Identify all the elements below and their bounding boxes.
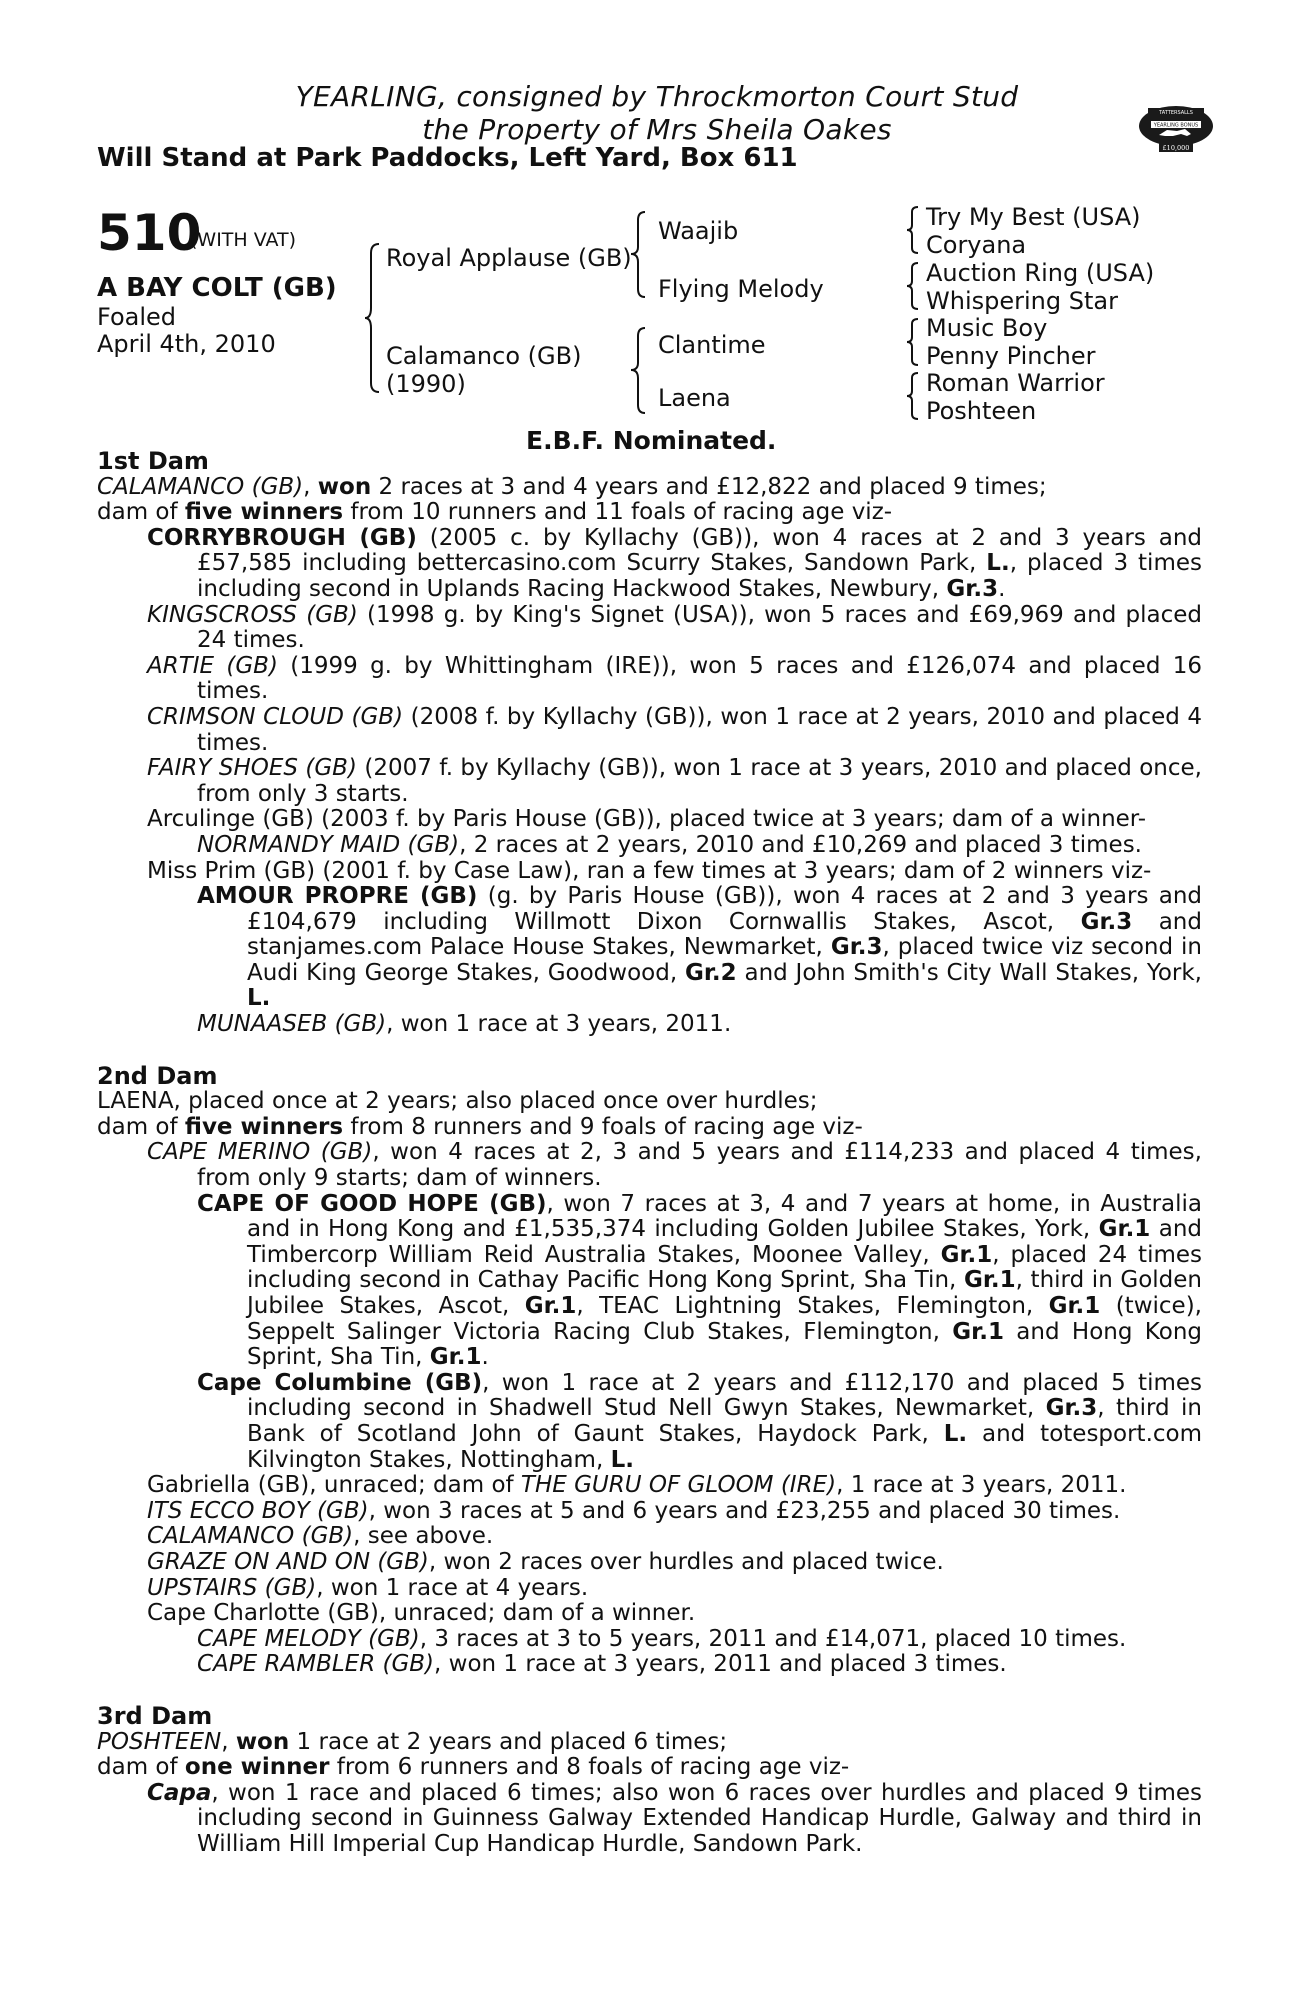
text: and stanjames.com Palace House Stakes, Newmarket,: [247, 908, 1202, 961]
dam-name: POSHTEEN: [97, 1728, 222, 1755]
produce-entry-cape-of-good-hope: [197, 1192, 1202, 1371]
grade-label: Gr.1: [1048, 1293, 1101, 1319]
lot-number: 510: [97, 204, 202, 262]
horse-name: KINGSCROSS (GB): [147, 601, 358, 628]
text: from 10 runners and 11 foals of racing age viz-: [343, 499, 893, 526]
produce-entry-kingscross: [147, 603, 1202, 654]
pedigree-g3-5: Music Boy: [926, 314, 1048, 342]
produce-entry-cape-columbine: [197, 1371, 1202, 1473]
text: dam of: [97, 1113, 185, 1140]
section-gap: [97, 1678, 1202, 1704]
pedigree-sire-dam: Flying Melody: [658, 275, 824, 303]
dam-name: CALAMANCO (GB): [97, 473, 304, 500]
first-dam-produce-summary: [97, 500, 1202, 526]
grade-label: Gr.1: [963, 1267, 1016, 1294]
text: , won 1 race at 2 years and £112,170 and placed 5 times including second in Shadwell Stud Nell Gwyn Stakes, Newmarket,: [247, 1369, 1202, 1422]
lot-vat-note: (WITH VAT): [190, 229, 297, 251]
third-dam-line: [97, 1730, 1202, 1756]
horse-name: CAPE RAMBLER (GB): [197, 1651, 435, 1678]
produce-entry-normandy-maid: [197, 833, 1202, 859]
pedigree-dam-dam: Laena: [658, 384, 731, 412]
ebf-nominated: E.B.F. Nominated.: [526, 426, 777, 455]
produce-entry-corrybrough: [147, 526, 1202, 603]
text: .: [998, 575, 1006, 602]
produce-entry-calamanco: [147, 1524, 1202, 1550]
won-label: won: [235, 1728, 290, 1755]
horse-name: CRIMSON CLOUD (GB): [147, 703, 404, 730]
text: (1999 g. by Whittingham (IRE)), won 5 races and £126,074 and placed 16 times.: [197, 652, 1202, 705]
grade-listed: L.: [943, 1420, 968, 1447]
grade-label: Gr.2: [684, 959, 737, 986]
badge-mid-text: YEARLING BONUS: [1153, 122, 1199, 129]
horse-name: CAPE MELODY (GB): [197, 1625, 420, 1652]
text: , 3 races at 3 to 5 years, 2011 and £14,071, placed 10 times.: [419, 1625, 1127, 1652]
horse-name: THE GURU OF GLOOM (IRE): [520, 1472, 837, 1499]
text: from 8 runners and 9 foals of racing age viz-: [343, 1113, 863, 1140]
grade-label: Gr.3: [1080, 908, 1133, 935]
text: , won 1 race at 3 years, 2011 and placed 3 times.: [434, 1651, 1007, 1678]
pedigree-brace-g3-1: [906, 206, 920, 254]
pedigree-brace-g3-3: [906, 318, 920, 366]
pedigree-dam-sire: Clantime: [658, 331, 766, 359]
grade-label: Gr.1: [940, 1241, 993, 1268]
grade-label: Gr.3: [830, 934, 883, 961]
produce-entry-cape-charlotte: Cape Charlotte (GB), unraced; dam of a winner.: [147, 1600, 696, 1627]
grade-label: Gr.3: [1045, 1395, 1098, 1422]
text: dam of: [97, 499, 185, 526]
produce-record: [97, 449, 1202, 1857]
horse-name: CORRYBROUGH (GB): [147, 524, 417, 551]
text: (twice), Seppelt Salinger Victoria Racing Club Stakes, Flemington,: [247, 1293, 1202, 1345]
text: , placed 24 times including second in Cathay Pacific Hong Kong Sprint, Sha Tin,: [247, 1241, 1203, 1294]
grade-label: Gr.1: [952, 1318, 1004, 1345]
text: , third in Bank of Scotland John of Gaunt Stakes, Haydock Park,: [247, 1395, 1202, 1447]
yearling-bonus-badge: [1137, 97, 1215, 155]
first-dam-heading: 1st Dam: [97, 447, 209, 475]
lot-description: A BAY COLT (GB): [97, 273, 337, 303]
text: , placed 3 times including second in Uplands Racing Hackwood Stakes, Newbury,: [197, 550, 1202, 602]
pedigree-dam: Calamanco (GB): [386, 342, 582, 370]
pedigree-sire-sire: Waajib: [658, 217, 739, 245]
pedigree-dam-year: (1990): [386, 370, 466, 398]
winners-count: five winners: [184, 499, 344, 526]
winners-count: five winners: [184, 1113, 344, 1140]
separator: ,: [303, 473, 318, 500]
horse-name: NORMANDY MAID (GB): [197, 831, 460, 858]
badge-top-text: TATTERSALLS: [1159, 110, 1193, 116]
pedigree-brace-main: [364, 243, 382, 393]
pedigree-brace-sire: [630, 211, 648, 298]
text: (2005 c. by Kyllachy (GB)), won 4 races at 2 and 3 years and £57,585 including bettercasino.com Scurry Stakes, Sandown Park,: [197, 524, 1202, 577]
text: , won 1 race at 3 years, 2011.: [386, 1011, 732, 1038]
pedigree-g3-7: Roman Warrior: [926, 369, 1105, 397]
grade-listed: L.: [986, 550, 1010, 577]
produce-entry-cape-melody: [197, 1627, 1202, 1653]
horse-name: ITS ECCO BOY (GB): [147, 1497, 369, 1524]
produce-entry-fairy-shoes: [147, 756, 1202, 807]
horse-name: CAPE MERINO (GB): [147, 1139, 373, 1166]
horse-name: CAPE OF GOOD HOPE (GB): [197, 1190, 547, 1217]
text: , won 2 races over hurdles and placed twice.: [428, 1548, 944, 1575]
foaled-date: April 4th, 2010: [97, 330, 276, 358]
pedigree-g3-2: Coryana: [926, 231, 1027, 259]
winners-count: one winner: [184, 1754, 330, 1781]
text: , third in Golden Jubilee Stakes, Ascot,: [247, 1267, 1202, 1319]
grade-label: Gr.1: [429, 1344, 482, 1371]
text: , won 3 races at 5 and 6 years and £23,255 and placed 30 times.: [368, 1497, 1121, 1524]
stand-location: Will Stand at Park Paddocks, Left Yard, Box 611: [97, 143, 798, 173]
horse-name: Cape Columbine (GB): [197, 1369, 483, 1396]
text: and Hong Kong Sprint, Sha Tin,: [247, 1318, 1202, 1371]
text: from 6 runners and 8 foals of racing age viz-: [329, 1754, 850, 1781]
produce-entry-miss-prim: Miss Prim (GB) (2001 f. by Case Law), ran a few times at 3 years; dam of 2 winners viz-: [147, 857, 1152, 884]
produce-entry-graze-on-and-on: [147, 1550, 1202, 1576]
grade-label: Gr.3: [946, 575, 999, 602]
produce-entry-artie: [147, 654, 1202, 705]
horse-name: MUNAASEB (GB): [197, 1011, 387, 1038]
produce-entry-its-ecco-boy: [147, 1499, 1202, 1525]
produce-entry-cape-merino: [147, 1140, 1202, 1191]
text: , won 4 races at 2, 3 and 5 years and £114,233 and placed 4 times, from only 9 starts; dam of winners.: [197, 1139, 1202, 1192]
text: , 2 races at 2 years, 2010 and £10,269 and placed 3 times.: [459, 831, 1142, 858]
text: , 1 race at 3 years, 2011.: [836, 1472, 1127, 1499]
badge-amount-text: £10,000: [1162, 144, 1190, 152]
produce-entry-capa: [147, 1781, 1202, 1858]
second-dam-line: LAENA, placed once at 2 years; also placed once over hurdles;: [97, 1088, 818, 1115]
produce-entry-cape-rambler: [197, 1652, 1202, 1678]
text: , placed twice viz second in Audi King George Stakes, Goodwood,: [247, 934, 1202, 986]
consignor-title: YEARLING, consigned by Throckmorton Court Stud: [295, 80, 1019, 113]
text: (2007 f. by Kyllachy (GB)), won 1 race at 3 years, 2010 and placed once, from only 3 starts.: [197, 755, 1202, 807]
text: (1998 g. by King's Signet (USA)), won 5 races and £69,969 and placed 24 times.: [197, 601, 1202, 654]
horse-name: UPSTAIRS (GB): [147, 1574, 317, 1601]
text: and Timbercorp William Reid Australia Stakes, Moonee Valley,: [247, 1216, 1202, 1268]
pedigree-brace-dam: [630, 327, 648, 414]
second-dam-produce-summary: [97, 1115, 1202, 1141]
text: , won 7 races at 3, 4 and 7 years at home, in Australia and in Hong Kong and £1,535,374 including Golden Jubilee Stakes, York,: [247, 1190, 1202, 1243]
won-label: won: [317, 473, 372, 500]
horse-name: Capa: [147, 1779, 212, 1806]
property-title: the Property of Mrs Sheila Oakes: [422, 113, 892, 146]
section-gap: [97, 1038, 1202, 1064]
third-dam-produce-summary: [97, 1755, 1202, 1781]
pedigree-brace-g3-4: [906, 372, 920, 420]
text: , see above.: [353, 1523, 494, 1550]
pedigree-g3-6: Penny Pincher: [926, 342, 1096, 370]
foaled-label: Foaled: [97, 303, 177, 331]
pedigree-g3-3: Auction Ring (USA): [926, 259, 1155, 287]
produce-entry-munaaseb: [197, 1012, 1202, 1038]
produce-entry-gabriella: [147, 1473, 1202, 1499]
grade-label: Gr.1: [524, 1293, 577, 1319]
produce-entry-arculinge: Arculinge (GB) (2003 f. by Paris House (GB)), placed twice at 3 years; dam of a winner-: [147, 806, 1147, 833]
text: dam of: [97, 1754, 185, 1781]
text: and totesport.com Kilvington Stakes, Nottingham,: [247, 1420, 1202, 1473]
third-dam-heading: 3rd Dam: [97, 1701, 213, 1730]
pedigree-g3-4: Whispering Star: [926, 287, 1118, 315]
produce-entry-amour-propre: [197, 884, 1202, 1012]
horse-name: CALAMANCO (GB): [147, 1523, 354, 1550]
horse-name: AMOUR PROPRE (GB): [197, 883, 478, 910]
text: , TEAC Lightning Stakes, Flemington,: [576, 1293, 1049, 1319]
produce-entry-crimson-cloud: [147, 705, 1202, 756]
text: , won 1 race at 4 years.: [316, 1574, 589, 1601]
grade-listed: L.: [247, 985, 271, 1012]
horse-name: FAIRY SHOES (GB): [147, 755, 357, 782]
text: (2008 f. by Kyllachy (GB)), won 1 race at 2 years, 2010 and placed 4 times.: [197, 703, 1203, 756]
text: .: [481, 1344, 489, 1371]
horse-name: ARTIE (GB): [147, 652, 278, 679]
grade-label: Gr.1: [1098, 1216, 1151, 1243]
text: , won 1 race and placed 6 times; also won 6 races over hurdles and placed 9 times including second in Guinness Galway Extended Handicap Hurdle, Galway and third in William Hill Imperial Cup Handicap Hurdle, Sandown Park.: [197, 1779, 1202, 1857]
first-dam-line: [97, 475, 1202, 501]
pedigree-g3-1: Try My Best (USA): [926, 203, 1141, 231]
text: and John Smith's City Wall Stakes, York,: [736, 959, 1202, 986]
grade-listed: L.: [610, 1446, 634, 1473]
pedigree-g3-8: Poshteen: [926, 397, 1037, 425]
pedigree-brace-g3-2: [906, 262, 920, 310]
produce-entry-upstairs: [147, 1576, 1202, 1602]
separator: ,: [221, 1728, 236, 1755]
text: 2 races at 3 and 4 years and £12,822 and placed 9 times;: [371, 473, 1047, 500]
second-dam-heading: 2nd Dam: [97, 1061, 218, 1090]
pedigree-sire: Royal Applause (GB): [386, 244, 632, 272]
text: 1 race at 2 years and placed 6 times;: [289, 1728, 728, 1755]
text: (g. by Paris House (GB)), won 4 races at 2 and 3 years and £104,679 including Willmott Dixon Cornwallis Stakes, Ascot,: [247, 883, 1202, 935]
horse-name: GRAZE ON AND ON (GB): [147, 1548, 429, 1575]
text: Gabriella (GB), unraced; dam of: [147, 1472, 521, 1499]
